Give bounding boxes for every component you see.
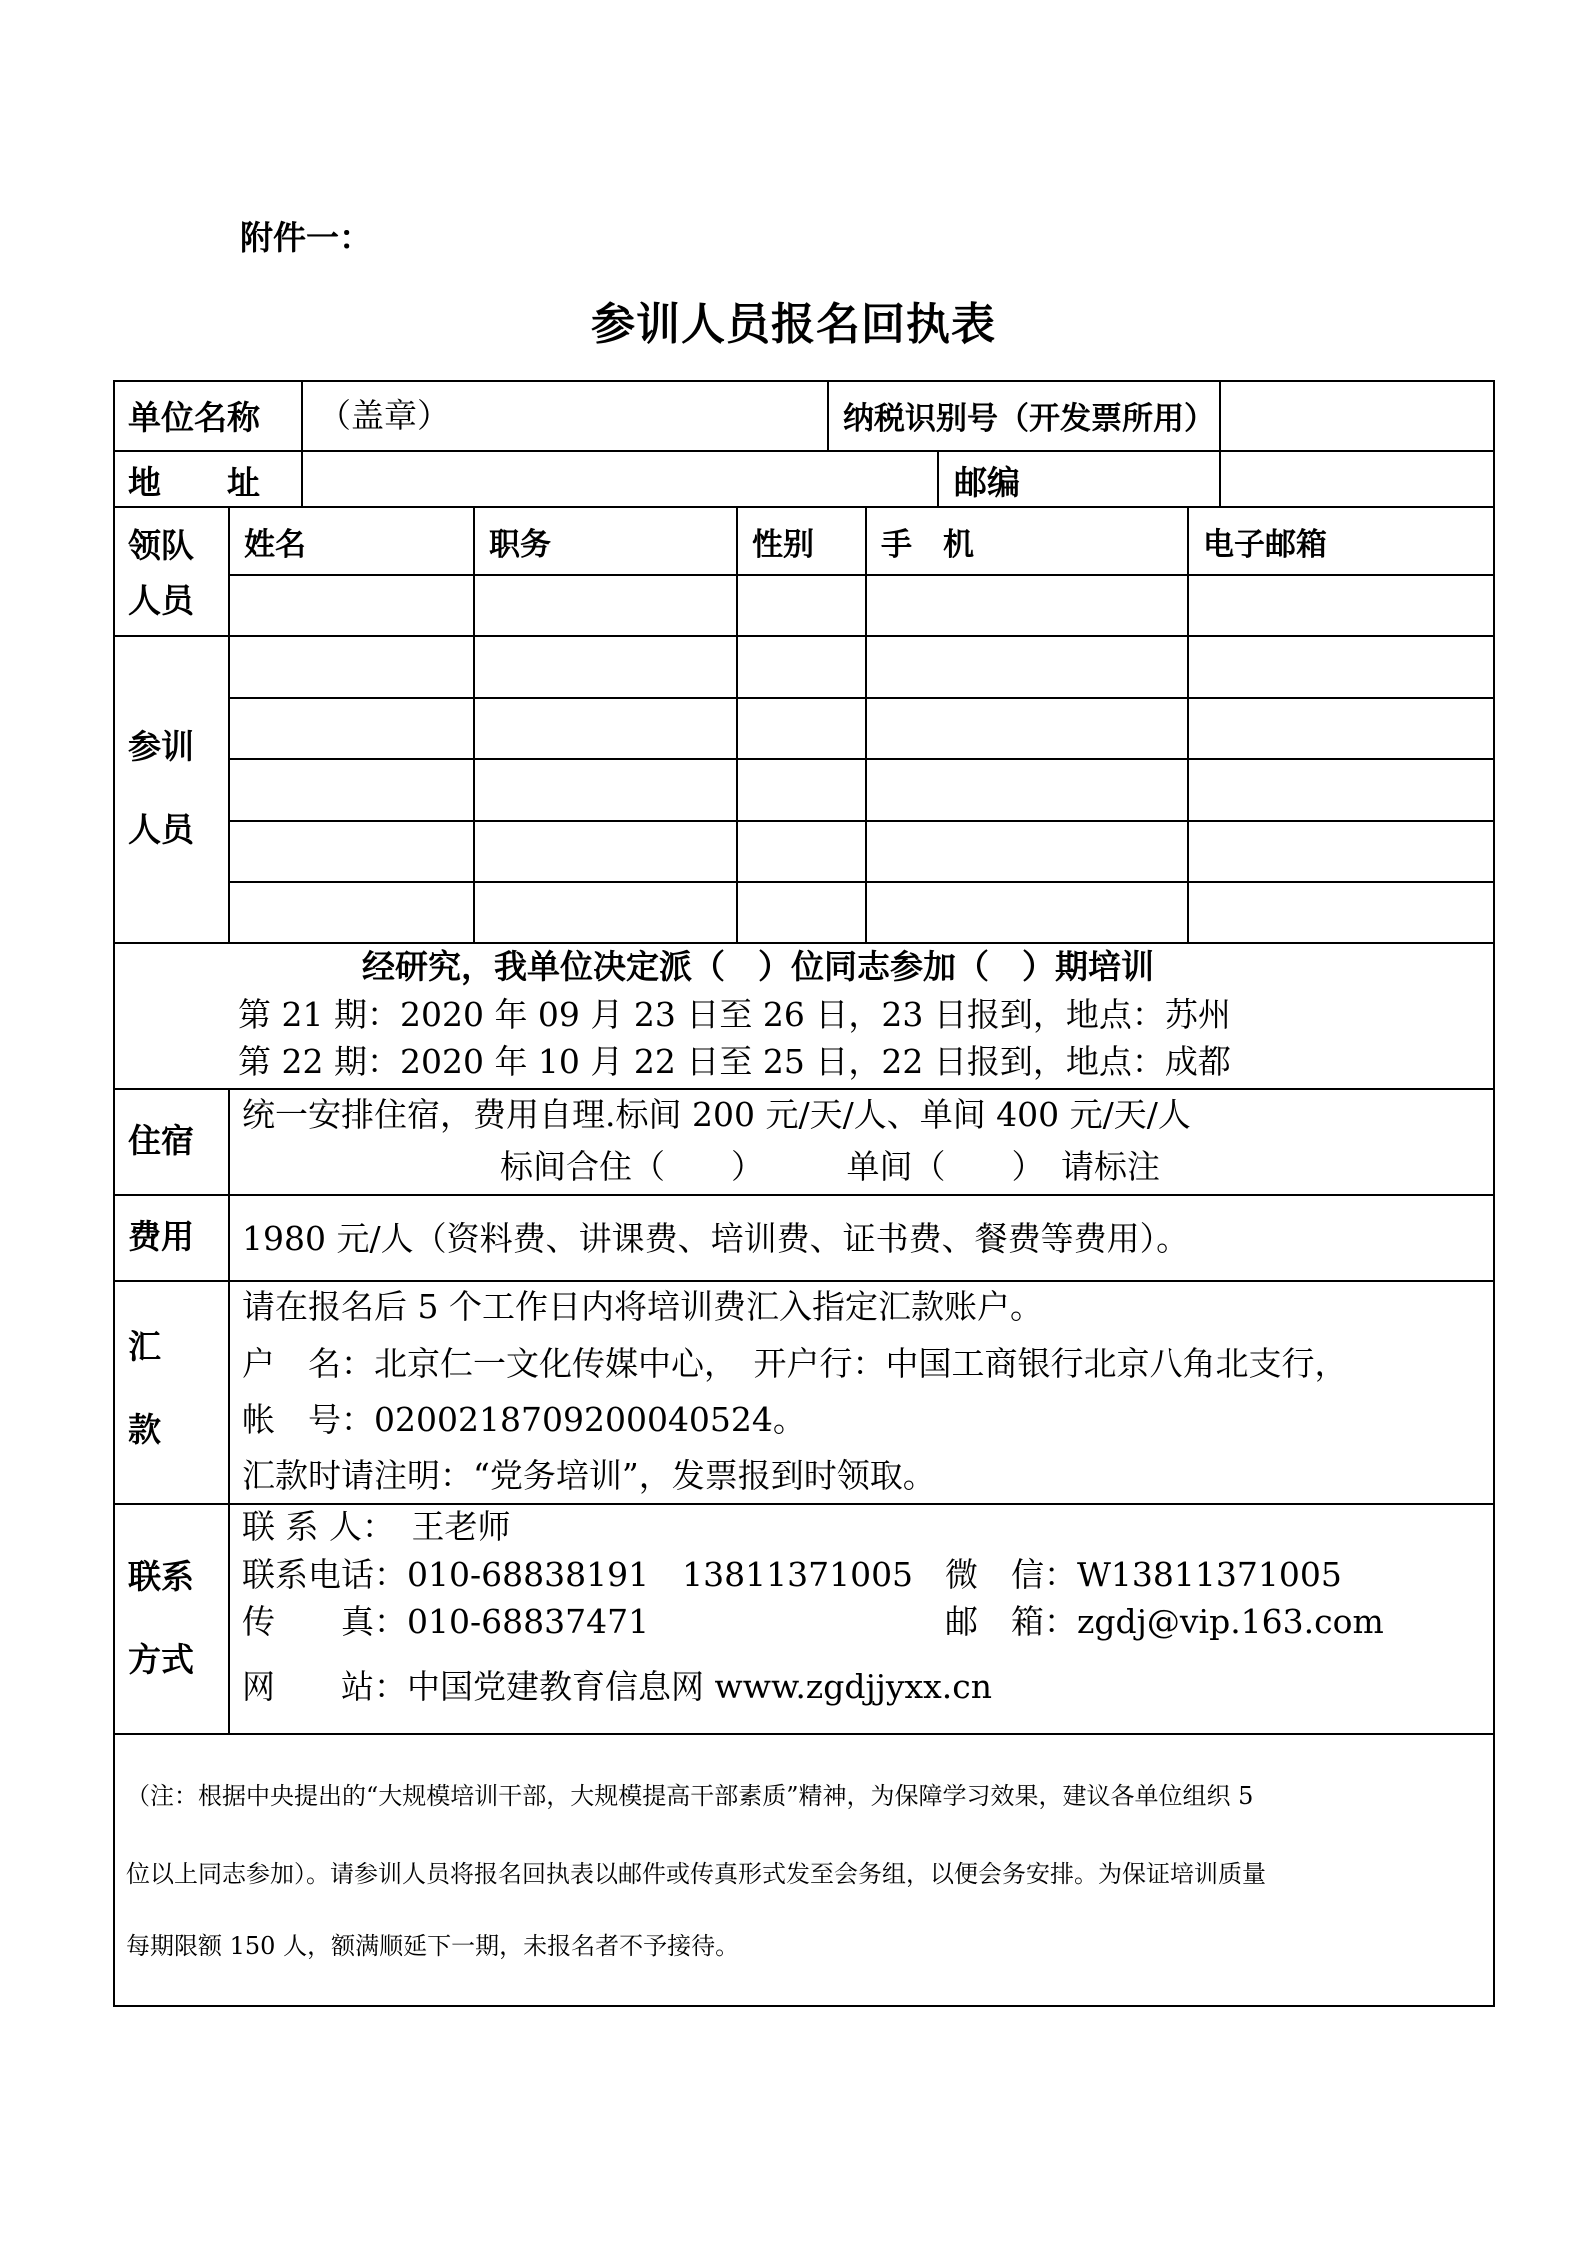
remit-line2: 户 名：北京仁一文化传媒中心， 开户行：中国工商银行北京八角北支行， — [242, 1344, 1348, 1383]
attachment-label: 附件一： — [240, 218, 372, 257]
column-header-position: 职务 — [489, 527, 551, 563]
row-divider — [228, 820, 1495, 822]
row-divider — [113, 450, 1495, 452]
contact-phone: 联系电话：010-68838191 13811371005 — [242, 1555, 914, 1594]
row-divider — [228, 574, 1495, 576]
remit-label-line2: 款 — [128, 1410, 161, 1449]
postcode-label: 邮编 — [954, 463, 1020, 502]
column-divider — [937, 450, 939, 507]
column-divider — [736, 506, 738, 943]
row-divider — [113, 1194, 1495, 1196]
remit-label-line1: 汇 — [128, 1327, 161, 1366]
column-divider — [865, 506, 867, 943]
lodging-label: 住宿 — [128, 1121, 194, 1160]
tax-id-field[interactable] — [1222, 383, 1492, 449]
contact-person: 联 系 人： 王老师 — [242, 1507, 511, 1546]
contact-label-line1: 联系 — [128, 1557, 194, 1596]
row-divider — [228, 881, 1495, 883]
address-label: 地 址 — [128, 463, 260, 502]
column-header-email: 电子邮箱 — [1203, 527, 1327, 563]
row-divider — [228, 758, 1495, 760]
lodging-line1: 统一安排住宿，费用自理.标间 200 元/天/人、单间 400 元/天/人 — [242, 1095, 1191, 1134]
column-divider — [1219, 450, 1221, 507]
address-field[interactable] — [304, 453, 934, 505]
column-divider — [827, 380, 829, 451]
row-divider — [113, 506, 1495, 508]
row-divider — [113, 1088, 1495, 1090]
decision-heading: 经研究，我单位决定派（ ）位同志参加（ ）期培训 — [362, 947, 1154, 986]
row-divider — [113, 1280, 1495, 1282]
contact-wechat: 微 信：W13811371005 — [945, 1555, 1342, 1594]
column-header-gender: 性别 — [752, 527, 814, 563]
contact-website: 网 站：中国党建教育信息网 www.zgdjjyxx.cn — [242, 1667, 992, 1706]
row-divider — [113, 635, 1495, 637]
unit-name-label: 单位名称 — [128, 398, 260, 437]
column-header-mobile: 手 机 — [881, 527, 974, 563]
seal-placeholder[interactable]: （盖章） — [318, 396, 450, 435]
postcode-field[interactable] — [1222, 453, 1492, 505]
contact-email: 邮 箱：zgdj@vip.163.com — [945, 1602, 1384, 1641]
column-divider — [228, 506, 230, 943]
column-header-name: 姓名 — [244, 527, 306, 563]
row-divider — [113, 1733, 1495, 1735]
fee-text: 1980 元/人（资料费、讲课费、培训费、证书费、餐费等费用）。 — [242, 1219, 1190, 1258]
remit-line4: 汇款时请注明：“党务培训”，发票报到时领取。 — [242, 1456, 936, 1495]
tax-id-label: 纳税识别号（开发票所用） — [843, 401, 1215, 437]
leader-label-line1: 领队 — [128, 526, 194, 565]
row-divider — [113, 942, 1495, 944]
remit-line1: 请在报名后 5 个工作日内将培训费汇入指定汇款账户。 — [242, 1287, 1043, 1326]
remit-line3: 帐 号：0200218709200040524。 — [242, 1400, 806, 1439]
contact-label-line2: 方式 — [128, 1640, 194, 1679]
session-22-info: 第 22 期：2020 年 10 月 22 日至 25 日，22 日报到，地点：成都 — [238, 1042, 1231, 1081]
trainees-label-line2: 人员 — [128, 810, 194, 849]
fee-label: 费用 — [128, 1217, 194, 1256]
column-divider — [228, 1088, 230, 1734]
note-line2: 位以上同志参加）。请参训人员将报名回执表以邮件或传真形式发至会务组，以便会务安排。为保证培训质量 — [126, 1860, 1266, 1888]
column-divider — [301, 380, 303, 507]
row-divider — [228, 697, 1495, 699]
form-title: 参训人员报名回执表 — [591, 299, 996, 350]
contact-fax: 传 真：010-68837471 — [242, 1602, 650, 1641]
leader-label-line2: 人员 — [128, 581, 194, 620]
lodging-room-choice[interactable]: 标间合住（ ） 单间（ ） 请标注 — [500, 1147, 1160, 1186]
note-line1: （注：根据中央提出的“大规模培训干部，大规模提高干部素质”精神，为保障学习效果，建议各单位组织 5 — [126, 1782, 1254, 1810]
row-divider — [113, 1503, 1495, 1505]
column-divider — [1219, 380, 1221, 451]
trainees-label-line1: 参训 — [128, 727, 194, 766]
note-line3: 每期限额 150 人，额满顺延下一期，未报名者不予接待。 — [126, 1932, 740, 1960]
column-divider — [1187, 506, 1189, 943]
column-divider — [473, 506, 475, 943]
session-21-info: 第 21 期：2020 年 09 月 23 日至 26 日，23 日报到，地点：苏州 — [238, 995, 1231, 1034]
